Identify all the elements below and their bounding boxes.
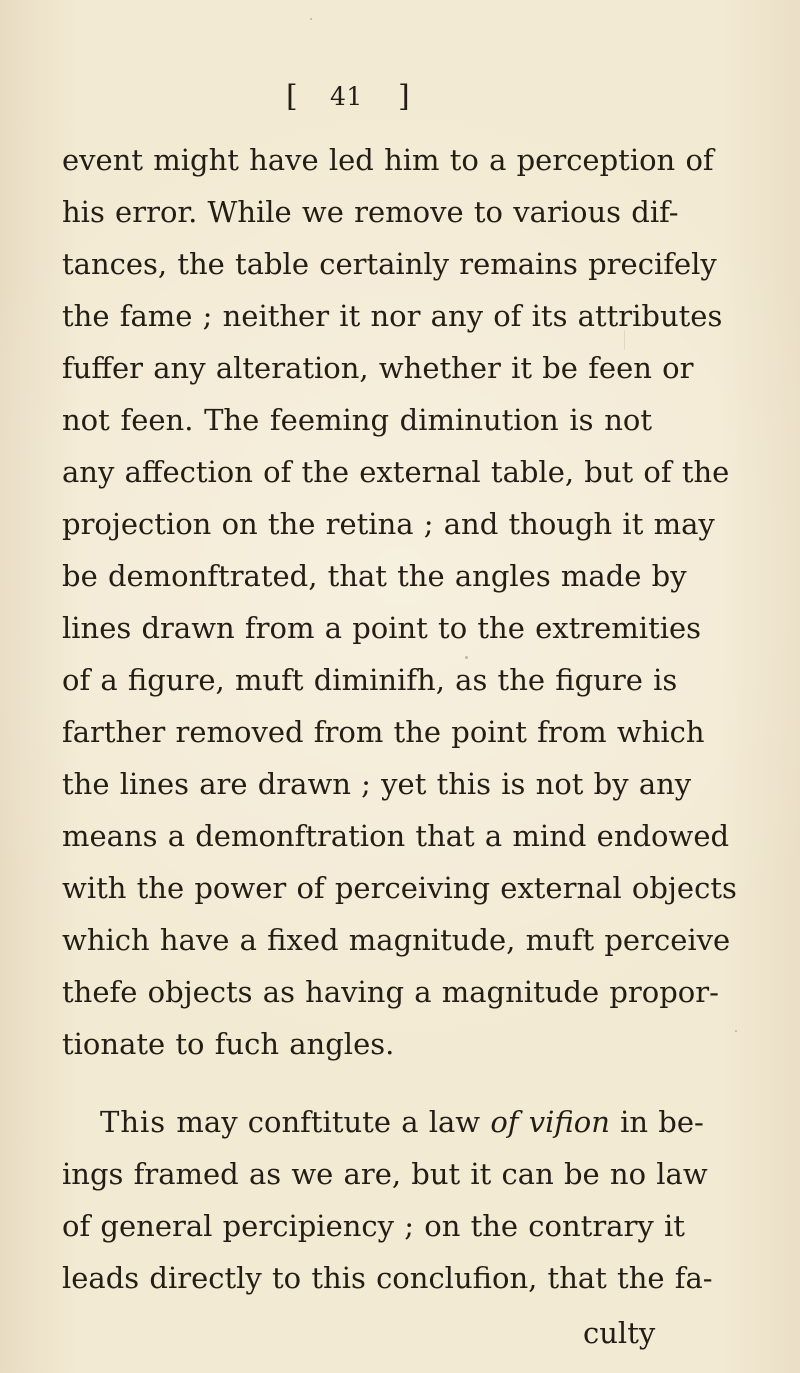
text-line-3: tances, the table certainly remains precifely (62, 247, 717, 281)
text-line-11: of a figure, muft diminifh, as the figure is (62, 663, 678, 697)
paragraph-2-line-1-before-italic: may conftitute a law (166, 1105, 491, 1139)
paper-speck (735, 1030, 737, 1032)
paragraph-2-italic-phrase: of vifion (490, 1105, 610, 1139)
text-line-12: farther removed from the point from which (62, 715, 705, 749)
text-line-8: projection on the retina ; and though it may (62, 507, 715, 541)
text-line-2: his error. While we remove to various dif- (62, 195, 679, 229)
paragraph-2-line-4: leads directly to this conclufion, that the fa- (62, 1261, 713, 1295)
paragraph-2-line-3: of general percipiency ; on the contrary it (62, 1209, 685, 1243)
page-number-left-bracket: [ (286, 79, 298, 114)
text-line-14: means a demonftration that a mind endowed (62, 819, 730, 853)
page-header (286, 74, 418, 120)
text-line-17: thefe objects as having a magnitude propor- (62, 975, 719, 1009)
text-line-5: fuffer any alteration, whether it be feen or (62, 351, 694, 385)
text-line-7: any affection of the external table, but of the (62, 455, 730, 489)
text-line-1: event might have led him to a perception of (62, 143, 714, 177)
paragraph-2-line-2: ings framed as we are, but it can be no law (62, 1157, 708, 1191)
paragraph-2-line-1 (100, 1097, 704, 1147)
text-line-9: be demonftrated, that the angles made by (62, 559, 687, 593)
paragraph-2-line-1-after-italic: in be- (609, 1105, 704, 1139)
paper-speck (465, 656, 468, 659)
text-line-4: the fame ; neither it nor any of its attributes (62, 299, 723, 333)
text-line-10: lines drawn from a point to the extremities (62, 611, 702, 645)
paper-speck (608, 1226, 610, 1228)
page-number: 41 (330, 82, 363, 111)
paragraph-2-small-caps: This (100, 1105, 167, 1139)
text-line-15: with the power of perceiving external objects (62, 871, 737, 905)
paper-speck (540, 988, 543, 991)
text-line-18: tionate to fuch angles. (62, 1027, 395, 1061)
text-line-6: not feen. The feeming diminution is not (62, 403, 652, 437)
text-line-16: which have a fixed magnitude, muft perceive (62, 923, 731, 957)
paper-speck (310, 18, 312, 20)
page-number-right-bracket: ] (398, 79, 410, 114)
catchword: culty (583, 1316, 656, 1350)
paper-mark (624, 330, 625, 350)
text-line-13: the lines are drawn ; yet this is not by any (62, 767, 692, 801)
